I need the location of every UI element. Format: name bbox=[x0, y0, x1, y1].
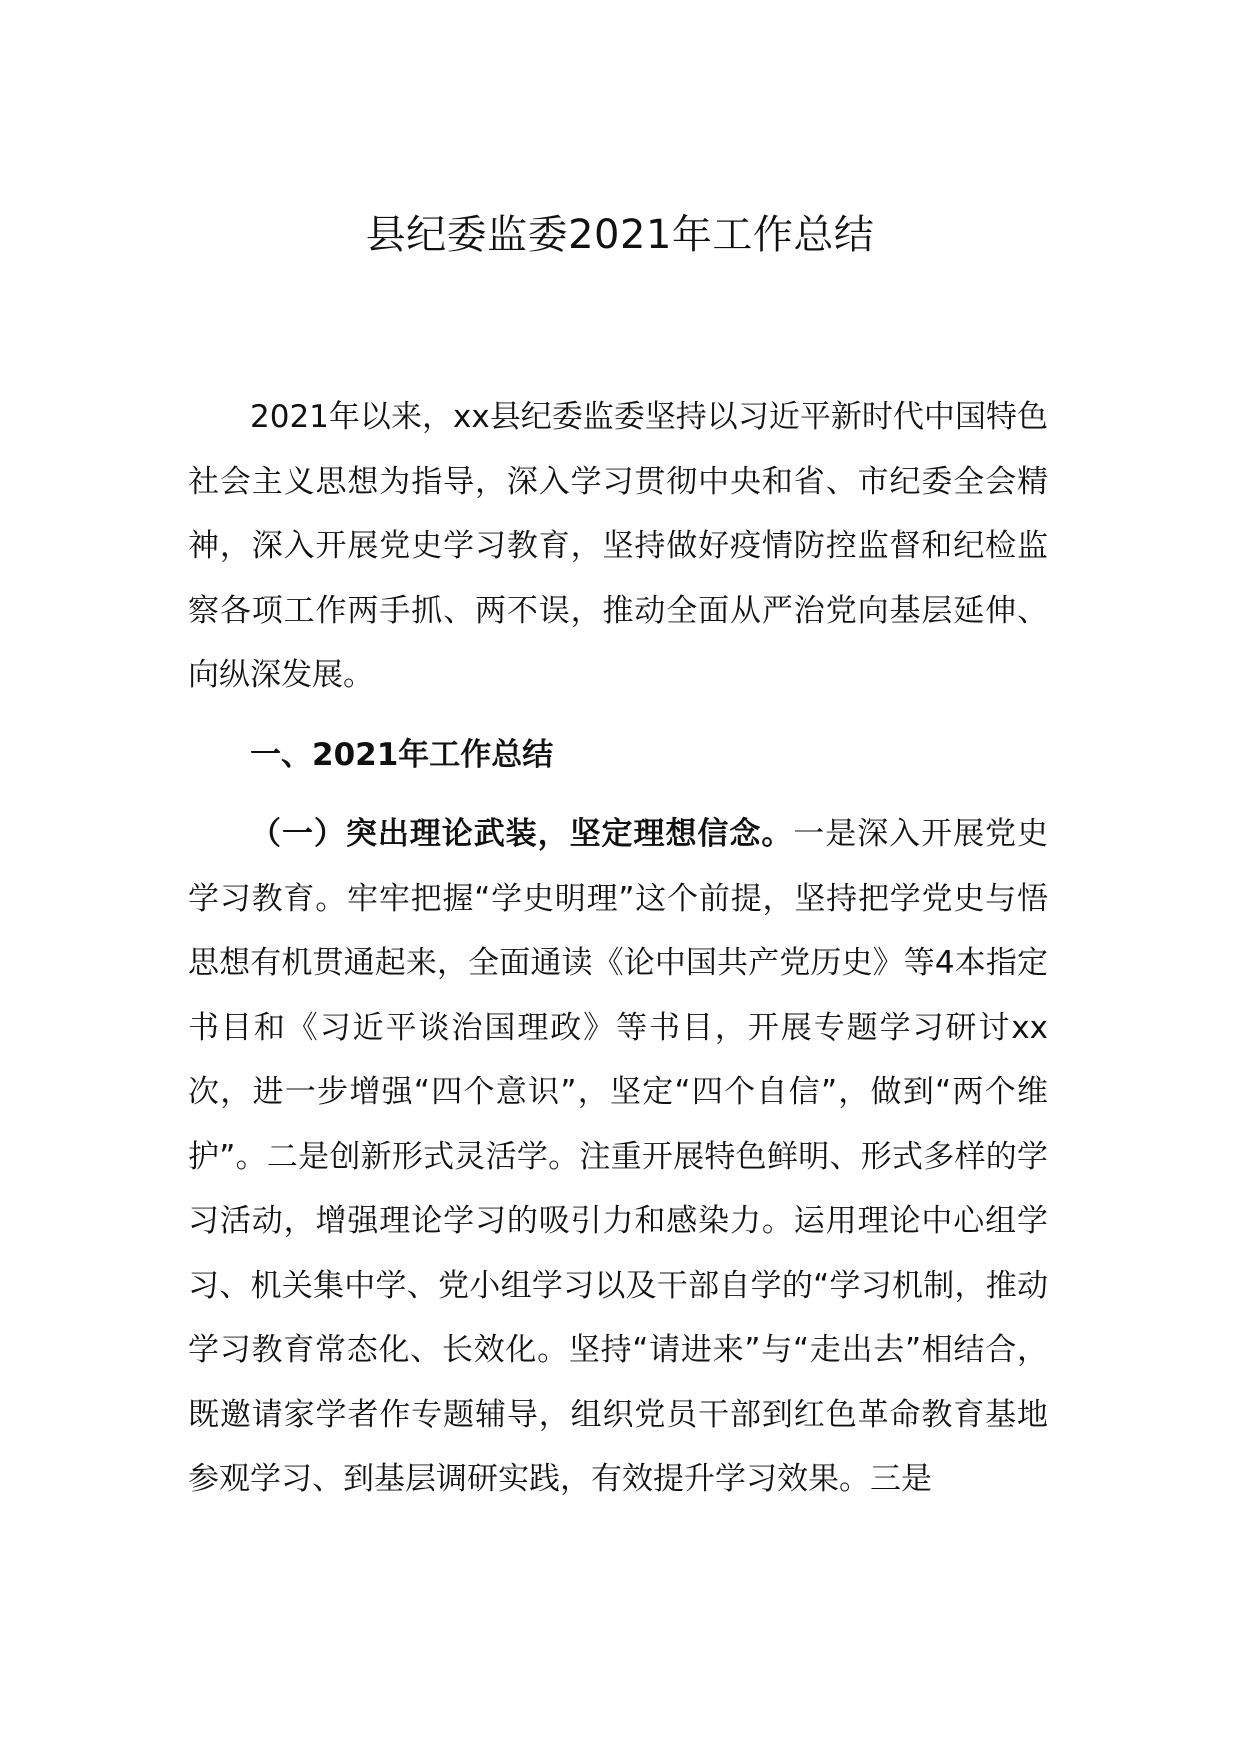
subsection-body: 一是深入开展党史学习教育。牢牢把握“学史明理”这个前提，坚持把学党史与悟思想有机贯通起来，全面通读《论中国共产党历史》等4本指定书目和《习近平谈治国理政》等书目，开展专题学习研讨xx次，进一步增强“四个意识”，坚定“四个自信”，做到“两个维护”。二是创新形式灵活学。注重开展特色鲜明、形式多样的学习活动，增强理论学习的吸引力和感染力。运用理论中心组学习、机关集中学、党小组学习以及干部自学的“学习机制，推动学习教育常态化、长效化。坚持“请进来”与“走出去”相结合，既邀请家学者作专题辅导，组织党员干部到红色革命教育基地参观学习、到基层调研实践，有效提升学习效果。三是 bbox=[188, 816, 1049, 1497]
section-heading: 一、2021年工作总结 bbox=[250, 736, 554, 773]
document-body bbox=[188, 385, 1048, 1512]
document-title: 县纪委监委2021年工作总结 bbox=[365, 212, 875, 258]
subsection-paragraph bbox=[188, 802, 1048, 1512]
intro-paragraph: 2021年以来，xx县纪委监委坚持以习近平新时代中国特色社会主义思想为指导，深入学习贯彻中央和省、市纪委全会精神，深入开展党史学习教育，坚持做好疫情防控监督和纪检监察各项工作两手抓、两不误，推动全面从严治党向基层延伸、向纵深发展。 bbox=[188, 399, 1048, 693]
subsection-heading: （一）突出理论武装，坚定理想信念。 bbox=[250, 816, 794, 852]
